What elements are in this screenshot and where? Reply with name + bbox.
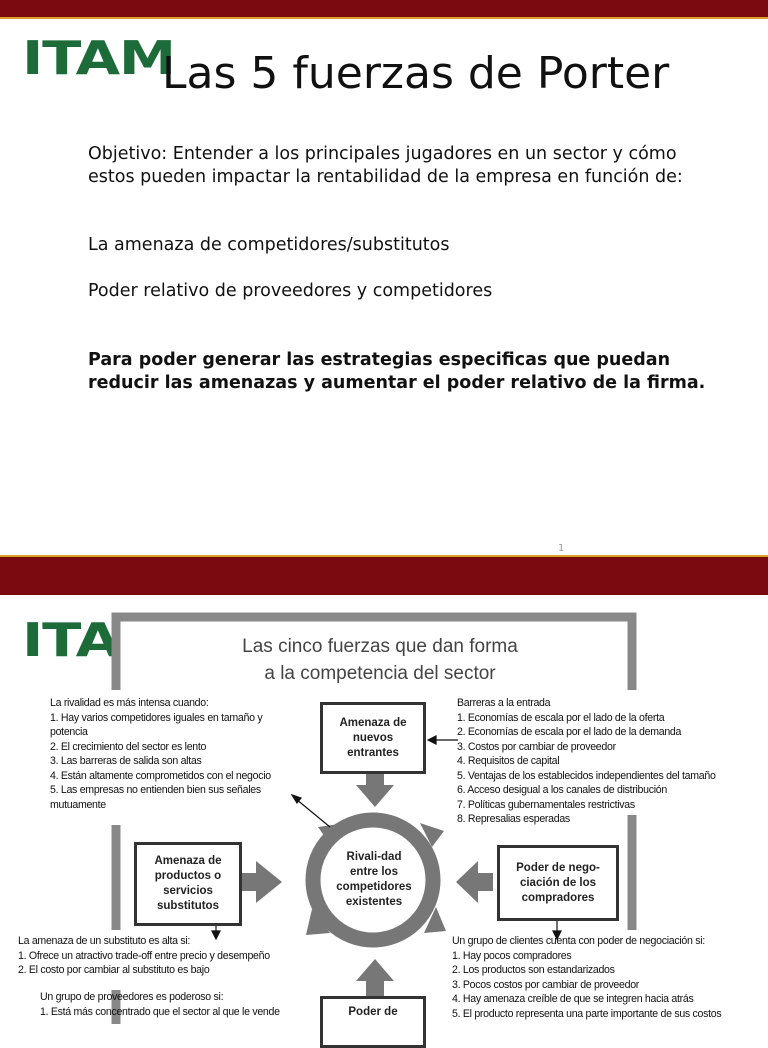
list-item: 2. El costo por cambiar al substituto es bajo — [18, 964, 210, 976]
box-suppliers: Poder de — [320, 996, 426, 1048]
box-buyers: Poder de nego-ciación de los compradores — [497, 845, 619, 921]
buyer-power-conditions: Un grupo de clientes cuenta con poder de negociación si: 1. Hay pocos compradores 2. Los productos son estandarizados 3. Pocos costos por cambiar de proveedor 4. Hay amenaza creíble de que se integren hacia atrás 5. El producto representa una parte importante de sus costos — [452, 935, 722, 1020]
bottom-banner — [0, 557, 768, 595]
list-item: 1. Hay pocos compradores — [452, 949, 572, 962]
conclusion-text: Para poder generar las estrategias especificas que puedan reducir las amenazas y aumentar el poder relativo de la firma. — [88, 350, 706, 393]
itam-logo-partial: ITA — [22, 613, 119, 667]
arrow-left-from-buyers — [456, 861, 493, 903]
list-item: 1. Ofrece un atractivo trade-off entre precio y desempeño — [18, 949, 270, 962]
arrow-right-from-substitutes — [238, 861, 282, 903]
list-item: 4. Requisitos de capital — [457, 755, 560, 767]
entry-barriers: Barreras a la entrada 1. Economías de escala por el lado de la oferta 2. Economías de escala por el lado de la demanda 3. Costos por cambiar de proveedor 4. Requisitos de capital 5. Ventajas de los establecidos independientes del tamaño 6. Acceso desigual a los canales de distribución 7. Políticas gubernamentales restrictivas 8. Represalias esperadas — [457, 697, 716, 825]
list-item: 3. Las barreras de salida son altas — [50, 755, 202, 767]
box-new-entrants: Amenaza de nuevos entrantes — [320, 702, 426, 774]
arrow-up-from-suppliers — [356, 959, 394, 997]
supplier-power-conditions: Un grupo de proveedores es poderoso si: 1. Está más concentrado que el sector al que le vende — [40, 991, 280, 1018]
top-banner-stripe — [0, 17, 768, 19]
itam-logo: ITAM — [22, 31, 175, 85]
diagram-title — [200, 633, 560, 687]
list-item: 4. Hay amenaza creíble de que se integren hacia atrás — [452, 993, 694, 1005]
list-item: 5. Ventajas de los establecidos independientes del tamaño — [457, 769, 716, 782]
list-item: 4. Están altamente comprometidos con el negocio — [50, 769, 271, 782]
box-rivalry: Rivali-dad entre los competidores existentes — [336, 851, 412, 908]
diagram-title-line1: Las cinco fuerzas que dan forma — [242, 636, 518, 657]
list-item: 2. Economías de escala por el lado de la demanda — [457, 726, 682, 738]
substitute-conditions: La amenaza de un substituto es alta si: 1. Ofrece un atractivo trade-off entre precio y desempeño 2. El costo por cambiar al substituto es bajo — [18, 935, 270, 976]
list-item: 6. Acceso desigual a los canales de distribución — [457, 784, 667, 796]
objective-text: Objetivo: Entender a los principales jugadores en un sector y cómo estos pueden impactar la rentabilidad de la empresa en función de: — [88, 144, 683, 187]
list-item: potencia — [50, 726, 88, 738]
list-item: 3. Costos por cambiar de proveedor — [457, 740, 616, 753]
rivalry-conditions: La rivalidad es más intensa cuando: 1. Hay varios competidores iguales en tamaño y potencia 2. El crecimiento del sector es lento 3. Las barreras de salida son altas 4. Están altamente comprometidos con el negocio 5. Las empresas no entienden bien sus señales mutuamente — [50, 697, 271, 811]
list-item: 2. El crecimiento del sector es lento — [50, 740, 207, 753]
list-item: 3. Pocos costos por cambiar de proveedor — [452, 978, 640, 991]
point-threat: La amenaza de competidores/substitutos — [88, 235, 450, 255]
list-item: 1. Está más concentrado que el sector al que le vende — [40, 1005, 280, 1018]
page-number: 1 — [558, 543, 565, 554]
list-item: 1. Hay varios competidores iguales en tamaño y — [50, 711, 263, 724]
list-item: 5. Las empresas no entienden bien sus señales — [50, 784, 261, 796]
page-title: Las 5 fuerzas de Porter — [162, 48, 670, 99]
diagram-title-line2: a la competencia del sector — [264, 663, 496, 684]
list-item: mutuamente — [50, 798, 106, 811]
point-relative-power: Poder relativo de proveedores y competidores — [88, 281, 493, 301]
list-item: 7. Políticas gubernamentales restrictivas — [457, 798, 635, 811]
box-substitutes: Amenaza de productos o servicios substitutos — [134, 842, 242, 926]
list-item: 2. Los productos son estandarizados — [452, 964, 615, 976]
list-item: 8. Represalias esperadas — [457, 813, 570, 825]
list-item: 5. El producto representa una parte importante de sus costos — [452, 1007, 722, 1020]
list-item: 1. Economías de escala por el lado de la oferta — [457, 711, 665, 724]
top-banner — [0, 0, 768, 17]
